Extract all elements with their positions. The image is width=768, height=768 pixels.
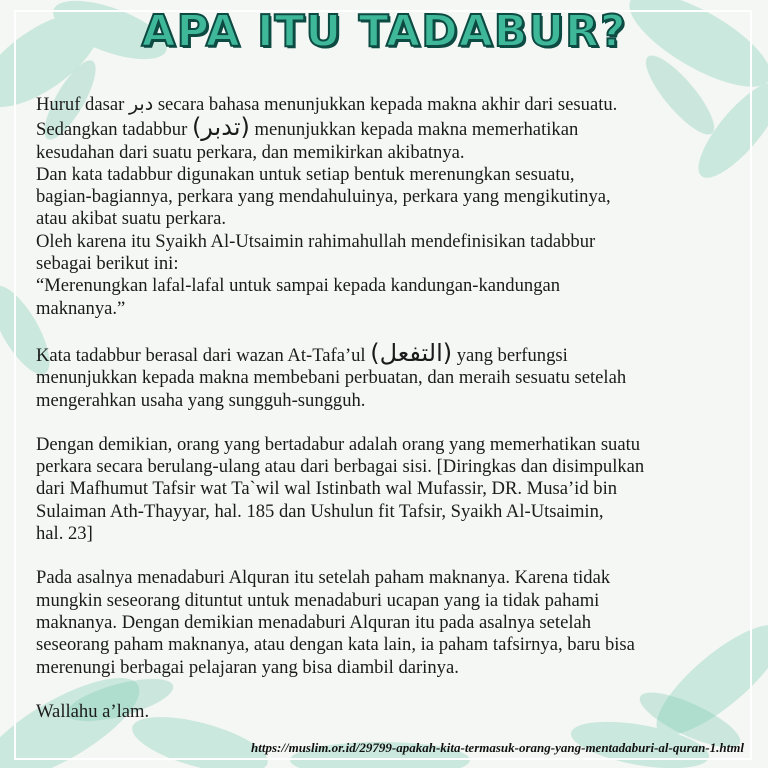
arabic-root-word: دبر bbox=[128, 93, 154, 115]
paragraph-4: Pada asalnya menadaburi Alquran itu setelah paham maknanya. Karena tidak mungkin seseorang dituntut untuk menadaburi ucapan yang ia tidak pahami maknanya. Dengan demikian menadaburi Alquran itu pada asalnya setelah seseorang paham maknanya, atau dengan kata lain, ia paham tafsirnya, baru bisa merenungi berbagai pelajaran yang bisa diambil darinya. bbox=[36, 567, 635, 678]
page-title: APA ITU TADABUR? bbox=[141, 6, 627, 57]
paragraph-2: Kata tadabbur berasal dari wazan At-Tafa’ul (التفعل) yang berfungsi menunjukkan kepada makna membebani perbuatan, dan meraih sesuatu setelah mengerahkan usaha yang sungguh-sungguh. bbox=[36, 338, 627, 411]
article-body bbox=[36, 93, 748, 723]
paragraph-3: Dengan demikian, orang yang bertadabur adalah orang yang memerhatikan suatu perkara secara berulang-ulang atau dari berbagai sisi. [Diringkas dan disimpulkan dari Mafhumut Tafsir wat Ta`wil wal Istinbath wal Mufassir, DR. Musa’id bin Sulaiman Ath-Thayyar, hal. 185 dan Ushulun fit Tafsir, Syaikh Al-Utsaimin, hal. 23] bbox=[36, 433, 645, 545]
arabic-tadabbur: (تدبر) bbox=[191, 113, 250, 142]
source-link[interactable]: https://muslim.or.id/29799-apakah-kita-termasuk-orang-yang-mentadaburi-al-quran-1.html bbox=[251, 740, 744, 755]
arabic-tafaul: (التفعل) bbox=[370, 338, 453, 367]
closing-line: Wallahu a’lam. bbox=[36, 700, 150, 722]
paragraph-1: Huruf dasar دبر secara bahasa menunjukkan kepada makna akhir dari sesuatu. Sedangkan tadabbur (تدبر) menunjukkan kepada makna memerhatikan kesudahan dari suatu perkara, dan memikirkan akibatnya. Dan kata tadabbur digunakan untuk setiap bentuk merenungkan sesuatu, bagian-bagiannya, perkara yang mendahuluinya, perkara yang mengikutinya, atau akibat suatu perkara. Oleh karena itu Syaikh Al-Utsaimin rahimahullah mendefinisikan tadabbur sebagai berikut ini: “Merenungkan lafal-lafal untuk sampai kepada kandungan-kandungan maknanya.” bbox=[36, 93, 618, 319]
